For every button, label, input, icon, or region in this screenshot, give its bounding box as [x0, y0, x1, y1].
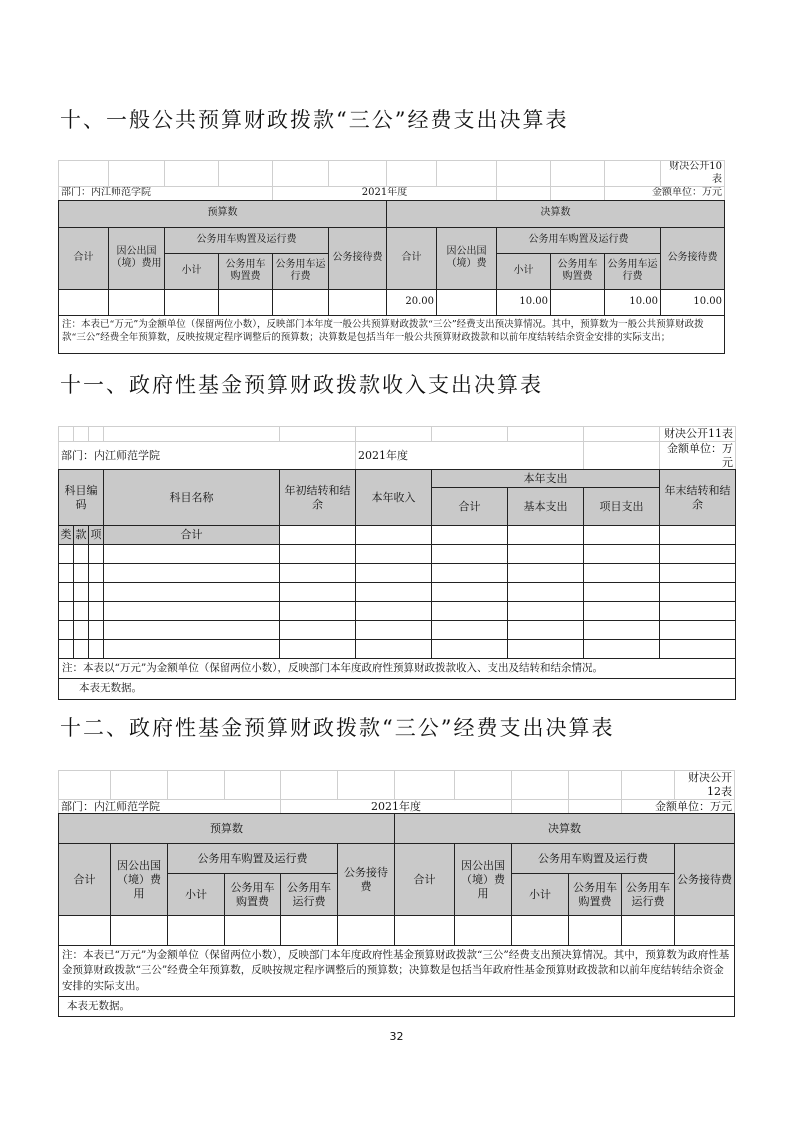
- fiscal-year: 2021年度: [356, 441, 584, 470]
- fiscal-year: 2021年度: [281, 799, 512, 814]
- budget-subtotal-header: 小计: [165, 253, 219, 289]
- amount-unit: 金额单位：万元: [660, 441, 736, 470]
- table-10: [58, 160, 725, 354]
- table-row: [59, 545, 736, 564]
- final-car-buy-header: 公务用车购置费: [551, 253, 605, 289]
- amount-unit: 金额单位：万元: [605, 187, 725, 201]
- department-label: 部门：内江师范学院: [59, 799, 281, 814]
- final-total-header: 合计: [395, 844, 455, 916]
- name-header: 科目名称: [104, 470, 280, 526]
- expense-group-header: 本年支出: [432, 470, 660, 488]
- final-subtotal-header: 小计: [497, 253, 551, 289]
- lei-header: 类: [59, 526, 74, 545]
- section-11-title: 十一、政府性基金预算财政拨款收入支出决算表: [60, 373, 543, 397]
- xiang-header: 项: [89, 526, 104, 545]
- total-row-label: 合计: [104, 526, 280, 545]
- budget-reception-header: 公务接待费: [329, 227, 387, 289]
- final-car-buy-header: 公务用车购置费: [569, 874, 622, 916]
- budget-total-header: 合计: [59, 227, 109, 289]
- table-row: [59, 602, 736, 621]
- budget-reception-header: 公务接待费: [338, 844, 395, 916]
- section-12-title: 十二、政府性基金预算财政拨款“三公”经费支出决算表: [60, 716, 615, 740]
- final-car-run-header: 公务用车运行费: [605, 253, 661, 289]
- final-car-group-header: 公务用车购置及运行费: [497, 227, 661, 253]
- table-row: [59, 289, 725, 315]
- section-10-title: 十、一般公共预算财政拨款“三公”经费支出决算表: [60, 108, 569, 132]
- form-number: 财决公开10表: [661, 161, 725, 187]
- begin-balance-header: 年初结转和结余: [280, 470, 356, 526]
- final-group-header: 决算数: [395, 814, 735, 844]
- final-car-group-header: 公务用车购置及运行费: [512, 844, 675, 874]
- budget-subtotal-header: 小计: [168, 874, 225, 916]
- final-total-header: 合计: [387, 227, 437, 289]
- kuan-header: 款: [74, 526, 89, 545]
- no-data-notice: 本表无数据。: [59, 996, 735, 1016]
- budget-abroad-header: 因公出国（境）费用: [109, 227, 165, 289]
- no-data-notice: 本表无数据。: [59, 679, 736, 699]
- final-reception-value: 10.00: [661, 289, 725, 315]
- table-row: [59, 564, 736, 583]
- table-11: [58, 426, 736, 700]
- fiscal-year: 2021年度: [273, 187, 497, 201]
- final-reception-header: 公务接待费: [675, 844, 735, 916]
- table-row: [59, 621, 736, 640]
- budget-car-run-header: 公务用车运行费: [273, 253, 329, 289]
- expense-total-header: 合计: [432, 488, 508, 526]
- form-number: 财决公开12表: [675, 771, 735, 800]
- code-header: 科目编码: [59, 470, 104, 526]
- budget-car-run-header: 公务用车运行费: [281, 874, 338, 916]
- final-subtotal-value: 10.00: [497, 289, 551, 315]
- form-number: 财决公开11表: [660, 427, 736, 442]
- table-row: [59, 916, 735, 946]
- final-car-run-header: 公务用车运行费: [622, 874, 675, 916]
- budget-abroad-header: 因公出国（境）费用: [111, 844, 168, 916]
- project-expense-header: 项目支出: [584, 488, 660, 526]
- department-label: 部门：内江师范学院: [59, 187, 273, 201]
- table-note: 注：本表已“万元”为金额单位（保留两位小数），反映部门本年度政府性基金预算财政拨款“三公”经费支出预决算情况。其中，预算数为政府性基金预算财政拨款“三公”经费全年预算数，反映按规定程序调整后的预算数；决算数是包括当年政府性基金预算财政拨款和以前年度结转结余资金安排的实际支出。: [59, 946, 735, 997]
- final-abroad-header: 因公出国（境）费用: [455, 844, 512, 916]
- final-reception-header: 公务接待费: [661, 227, 725, 289]
- budget-group-header: 预算数: [59, 814, 395, 844]
- budget-total-header: 合计: [59, 844, 111, 916]
- budget-car-buy-header: 公务用车购置费: [219, 253, 273, 289]
- basic-expense-header: 基本支出: [508, 488, 584, 526]
- budget-car-group-header: 公务用车购置及运行费: [168, 844, 338, 874]
- final-subtotal-header: 小计: [512, 874, 569, 916]
- final-car-run-value: 10.00: [605, 289, 661, 315]
- table-row: [59, 640, 736, 659]
- table-12: [58, 770, 735, 1017]
- budget-group-header: 预算数: [59, 200, 387, 227]
- budget-car-group-header: 公务用车购置及运行费: [165, 227, 329, 253]
- amount-unit: 金额单位：万元: [622, 799, 735, 814]
- table-row: [59, 583, 736, 602]
- department-label: 部门：内江师范学院: [59, 441, 356, 470]
- table-note: 注：本表已“万元”为金额单位（保留两位小数），反映部门本年度一般公共预算财政拨款“三公”经费支出预决算情况。其中，预算数为一般公共预算财政拨款“三公”经费全年预算数，反映按规定程序调整后的预算数；决算数是包括当年一般公共预算财政拨款和以前年度结转结余资金安排的实际支出；: [59, 315, 725, 353]
- final-group-header: 决算数: [387, 200, 725, 227]
- final-total-value: 20.00: [387, 289, 437, 315]
- budget-car-buy-header: 公务用车购置费: [225, 874, 281, 916]
- page-number: 32: [389, 1030, 404, 1043]
- final-abroad-header: 因公出国（境）费: [437, 227, 497, 289]
- income-header: 本年收入: [356, 470, 432, 526]
- end-balance-header: 年末结转和结余: [660, 470, 736, 526]
- table-note: 注：本表以“万元”为金额单位（保留两位小数），反映部门本年度政府性预算财政拨款收入、支出及结转和结余情况。: [59, 659, 736, 679]
